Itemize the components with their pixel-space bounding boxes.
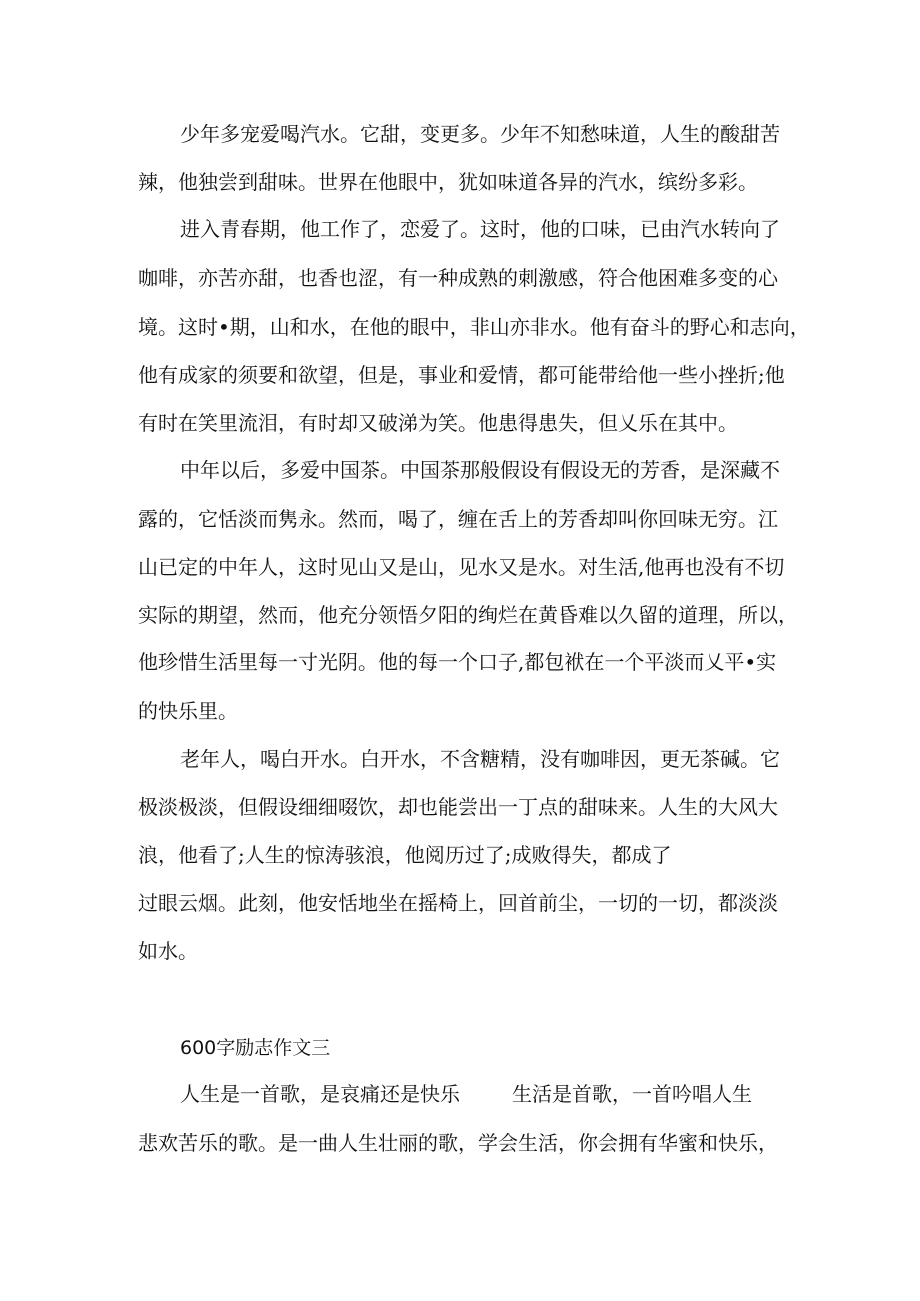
final-paragraph-line-1-part-2: 生活是首歌，一首吟唱人生 [512,1082,752,1106]
final-paragraph-line-1 [180,1080,752,1108]
paragraph-4-line-5: 如水。 [138,939,198,963]
section-heading: 600字励志作文三 [180,1037,331,1059]
paragraph-3-line-1: 中年以后，多爱中国茶。中国茶那般假设有假设无的芳香，是深藏不 [180,458,780,482]
paragraph-1-line-1: 少年多宠爱喝汽水。它甜，变更多。少年不知愁味道，人生的酸甜苦 [180,122,780,146]
paragraph-1-line-2: 辣，他独尝到甜味。世界在他眼中，犹如味道各异的汽水，缤纷多彩。 [138,170,758,194]
final-paragraph-line-1-part-1: 人生是一首歌，是哀痛还是快乐 [180,1082,460,1106]
final-paragraph-line-2: 悲欢苦乐的歌。是一曲人生壮丽的歌，学会生活，你会拥有华蜜和快乐， [138,1131,778,1155]
paragraph-4-line-3: 浪，他看了;人生的惊涛骇浪，他阅历过了;成败得失，都成了 [138,843,672,867]
paragraph-2-line-2: 咖啡，亦苦亦甜，也香也涩，有一种成熟的刺激感，符合他困难多变的心 [138,266,778,290]
paragraph-3-line-2: 露的，它恬淡而隽永。然而，喝了，缠在舌上的芳香却叫你回味无穷。江 [138,507,778,531]
paragraph-3-line-4: 实际的期望，然而，他充分领悟夕阳的绚烂在黄昏难以久留的道理，所以， [138,603,798,627]
paragraph-2-line-5: 有时在笑里流泪，有时却又破涕为笑。他患得患失，但乂乐在其中。 [138,411,738,435]
paragraph-4-line-1: 老年人，喝白开水。白开水，不含糖精，没有咖啡因，更无茶碱。它 [180,747,780,771]
paragraph-3-line-3: 山已定的中年人，这时见山又是山，见水又是水。对生活,他再也没有不切 [138,555,785,579]
paragraph-2-line-4: 他有成家的须要和欲望，但是，事业和爱情，都可能带给他一些小挫折;他 [138,363,785,387]
paragraph-4-line-4: 过眼云烟。此刻，他安恬地坐在摇椅上，回首前尘，一切的一切，都淡淡 [138,891,778,915]
paragraph-4-line-2: 极淡极淡，但假设细细啜饮，却也能尝出一丁点的甜味来。人生的大风大 [138,795,778,819]
paragraph-2-line-1: 进入青春期，他工作了，恋爱了。这时，他的口味，已由汽水转向了 [180,217,780,241]
paragraph-2-line-3: 境。这时•期，山和水，在他的眼中，非山亦非水。他有奋斗的野心和志向， [138,315,810,339]
paragraph-3-line-5: 他珍惜生活里每一寸光阴。他的每一个口子,都包袱在一个平淡而乂平•实 [138,650,777,674]
paragraph-3-line-6: 的快乐里。 [138,699,238,723]
